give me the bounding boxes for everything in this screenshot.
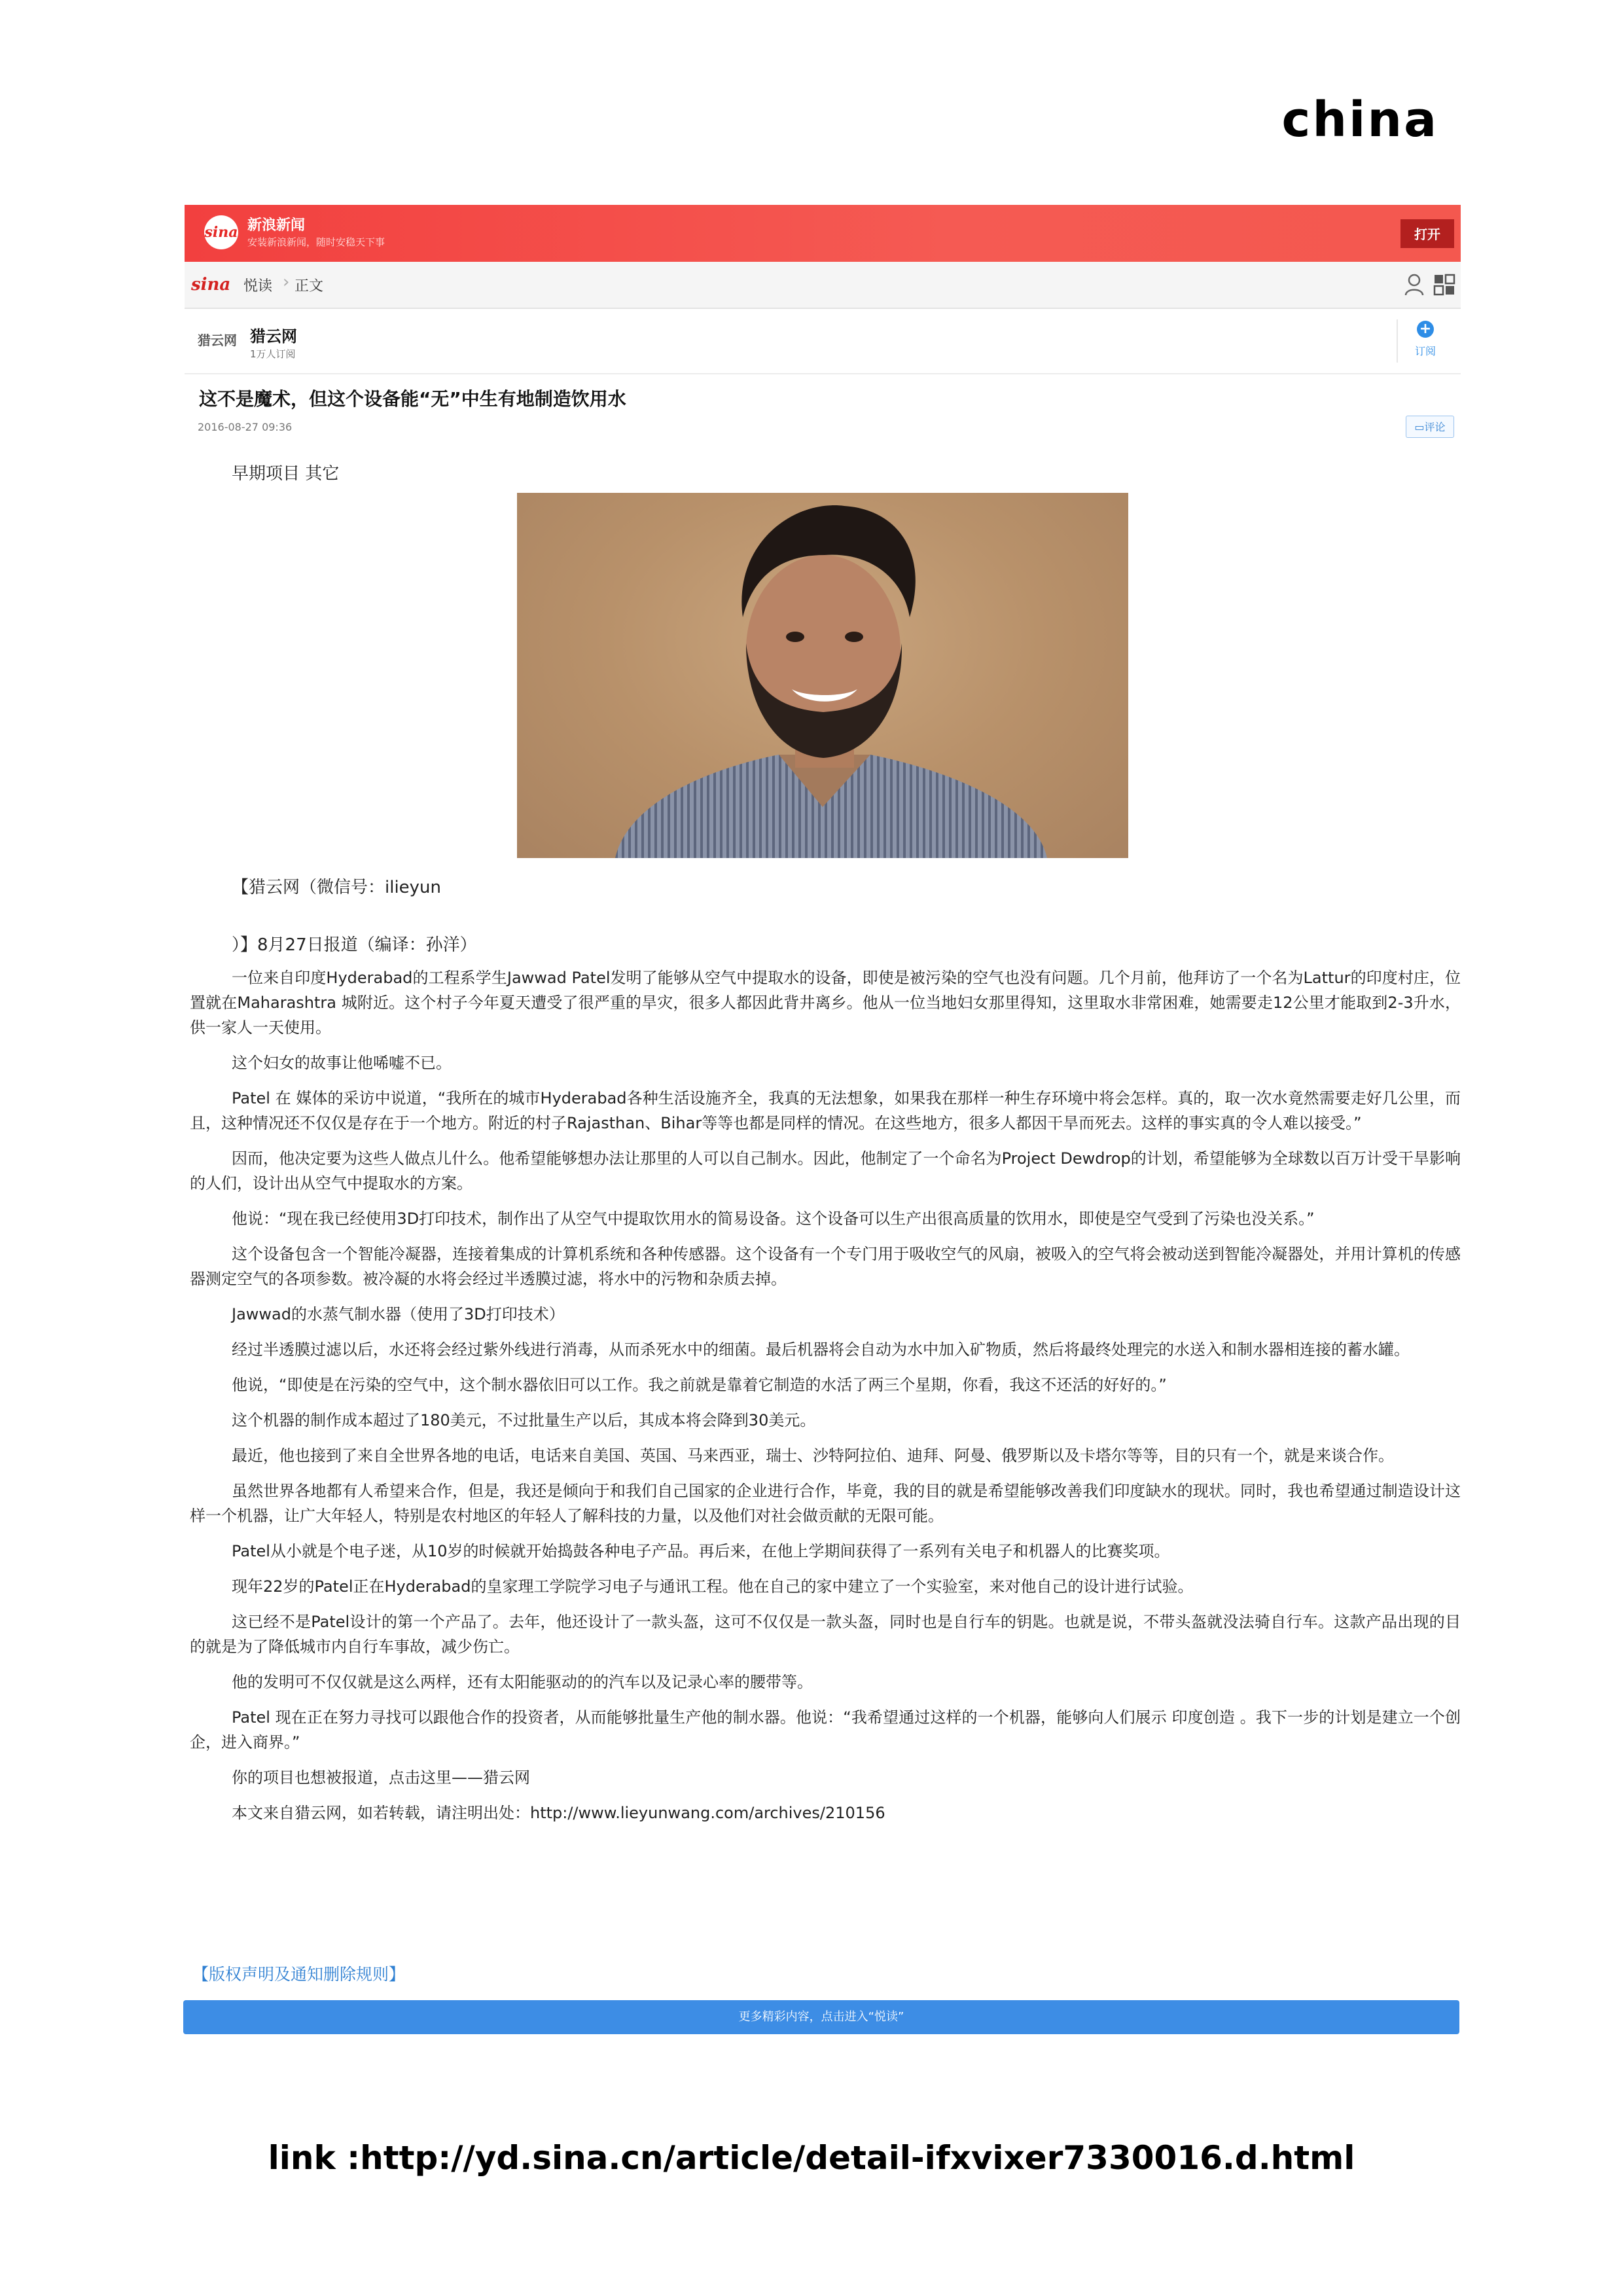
banner-title: 新浪新闻 [247, 217, 306, 234]
person-photo-icon [517, 493, 1128, 858]
paragraph: 现年22岁的Patel正在Hyderabad的皇家理工学院学习电子与通讯工程。他在自己的家中建立了一个实验室，来对他自己的设计进行试验。 [232, 1577, 1194, 1596]
more-content-button[interactable]: 更多精彩内容，点击进入“悦读” [183, 2000, 1459, 2034]
source-logo: 猎云网 [198, 332, 237, 348]
paragraph: Jawwad的水蒸气制水器（使用了3D打印技术） [232, 1305, 565, 1323]
open-app-button[interactable]: 打开 [1400, 219, 1454, 248]
plus-icon: + [1417, 321, 1434, 338]
subscribe-button[interactable] [1406, 321, 1445, 358]
comment-label: 评论 [1424, 421, 1446, 433]
nav-bar [185, 262, 1461, 309]
breadcrumb-separator: › [283, 272, 290, 292]
paragraph: 本文来自猎云网，如若转载，请注明出处：http://www.lieyunwang.com/archives/210156 [232, 1804, 885, 1822]
paragraph: 一位来自印度Hyderabad的工程系学生Jawwad Patel发明了能够从空气中提取水的设备，即使是被污染的空气也没有问题。几个月前，他拜访了一个名为Lattur的印度村庄，位置就在Maharashtra 城附近。这个村子今年夏天遭受了很严重的旱灾，很多人都因此背井离乡。他从一位当地妇女那里得知，这里取水非常困难，她需要走12公里才能取到2-3升水，供一家人一天使用。 [190, 969, 1461, 1037]
banner-subtitle: 安装新浪新闻，随时安稳天下事 [247, 236, 385, 248]
article-date: 2016-08-27 09:36 [198, 421, 293, 433]
nav-item-yuedu[interactable]: 悦读 [243, 278, 273, 295]
sina-nav-logo[interactable]: sina [191, 275, 231, 295]
paragraph: 虽然世界各地都有人希望来合作，但是，我还是倾向于和我们自己国家的企业进行合作，毕竟，我的目的就是希望能够改善我们印度缺水的现状。同时，我也希望通过制造设计这样一个机器，让广大年轻人，特别是农村地区的年轻人了解科技的力量，以及他们对社会做贡献的无限可能。 [190, 1482, 1461, 1525]
user-icon[interactable] [1404, 274, 1424, 296]
credit-line-1: 【猎云网（微信号：ilieyun [232, 878, 442, 897]
source-url-label: link :http://yd.sina.cn/article/detail-ifxvixer7330016.d.html [268, 2139, 1355, 2177]
paragraph: 这个机器的制作成本超过了180美元，不过批量生产以后，其成本将会降到30美元。 [232, 1411, 816, 1429]
source-name[interactable]: 猎云网 [250, 327, 297, 346]
copyright-notice-link[interactable]: 【版权声明及通知删除规则】 [192, 1965, 406, 1984]
sina-logo: sina [204, 215, 238, 249]
paragraph: 这个设备包含一个智能冷凝器，连接着集成的计算机系统和各种传感器。这个设备有一个专门用于吸收空气的风扇，被吸入的空气将会被动送到智能冷凝器处，并用计算机的传感器测定空气的各项参数。被冷凝的水将会经过半透膜过滤，将水中的污物和杂质去掉。 [190, 1245, 1461, 1288]
app-download-banner [185, 205, 1461, 262]
article-screenshot [185, 205, 1461, 2051]
subscribe-label: 订阅 [1414, 345, 1436, 357]
article-title: 这不是魔术，但这个设备能“无”中生有地制造饮用水 [199, 388, 626, 410]
comment-icon: ▭ [1414, 421, 1425, 433]
corner-label: china [1281, 92, 1438, 148]
paragraph: 因而，他决定要为这些人做点儿什么。他希望能够想办法让那里的人可以自己制水。因此，他制定了一个命名为Project Dewdrop的计划，希望能够为全球数以百万计受干旱影响的人们，设计出从空气中提取水的方案。 [190, 1149, 1461, 1193]
comment-button[interactable] [1406, 416, 1454, 438]
credit-line-2: ）】8月27日报道（编译：孙洋） [232, 935, 477, 955]
article-body [190, 965, 1461, 1836]
paragraph: 这已经不是Patel设计的第一个产品了。去年，他还设计了一款头盔，这可不仅仅是一款头盔，同时也是自行车的钥匙。也就是说，不带头盔就没法骑自行车。这款产品出现的目的就是为了降低城市内自行车事故，减少伤亡。 [190, 1613, 1461, 1656]
paragraph: 他说：“现在我已经使用3D打印技术，制作出了从空气中提取饮用水的简易设备。这个设备可以生产出很高质量的饮用水，即使是空气受到了污染也没关系。” [232, 1210, 1315, 1228]
paragraph: 这个妇女的故事让他唏嘘不已。 [232, 1054, 452, 1072]
article-tags: 早期项目 其它 [232, 464, 340, 484]
nav-item-zhengwen: 正文 [294, 278, 324, 295]
paragraph-link[interactable]: 你的项目也想被报道，点击这里——猎云网 [232, 1768, 530, 1787]
paragraph: 经过半透膜过滤以后，水还将会经过紫外线进行消毒，从而杀死水中的细菌。最后机器将会自动为水中加入矿物质，然后将最终处理完的水送入和制水器相连接的蓄水罐。 [232, 1340, 1410, 1359]
grid-icon[interactable] [1433, 274, 1455, 296]
paragraph: Patel 在 媒体的采访中说道，“我所在的城市Hyderabad各种生活设施齐全，我真的无法想象，如果我在那样一种生存环境中将会怎样。真的，取一次水竟然需要走好几公里，而且，这种情况还不仅仅是存在于一个地方。附近的村子Rajasthan、Bihar等等也都是同样的情况。在这些地方，很多人都因干旱而死去。这样的事实真的令人难以接受。” [190, 1089, 1461, 1132]
paragraph: 他说，“即使是在污染的空气中，这个制水器依旧可以工作。我之前就是靠着它制造的水活了两三个星期，你看，我这不还活的好好的。” [232, 1376, 1167, 1394]
paragraph: Patel从小就是个电子迷，从10岁的时候就开始捣鼓各种电子产品。再后来，在他上学期间获得了一系列有关电子和机器人的比赛奖项。 [232, 1542, 1170, 1560]
article-photo [517, 493, 1128, 858]
paragraph: 最近，他也接到了来自全世界各地的电话，电话来自美国、英国、马来西亚，瑞士、沙特阿拉伯、迪拜、阿曼、俄罗斯以及卡塔尔等等，目的只有一个，就是来谈合作。 [232, 1446, 1394, 1465]
subscriber-count: 1万人订阅 [250, 348, 296, 360]
paragraph: Patel 现在正在努力寻找可以跟他合作的投资者，从而能够批量生产他的制水器。他说：“我希望通过这样的一个机器，能够向人们展示 印度创造 。我下一步的计划是建立一个创企，进入商界。” [190, 1708, 1461, 1751]
divider [1397, 319, 1398, 363]
source-header [185, 308, 1461, 374]
paragraph: 他的发明可不仅仅就是这么两样，还有太阳能驱动的的汽车以及记录心率的腰带等。 [232, 1673, 813, 1691]
